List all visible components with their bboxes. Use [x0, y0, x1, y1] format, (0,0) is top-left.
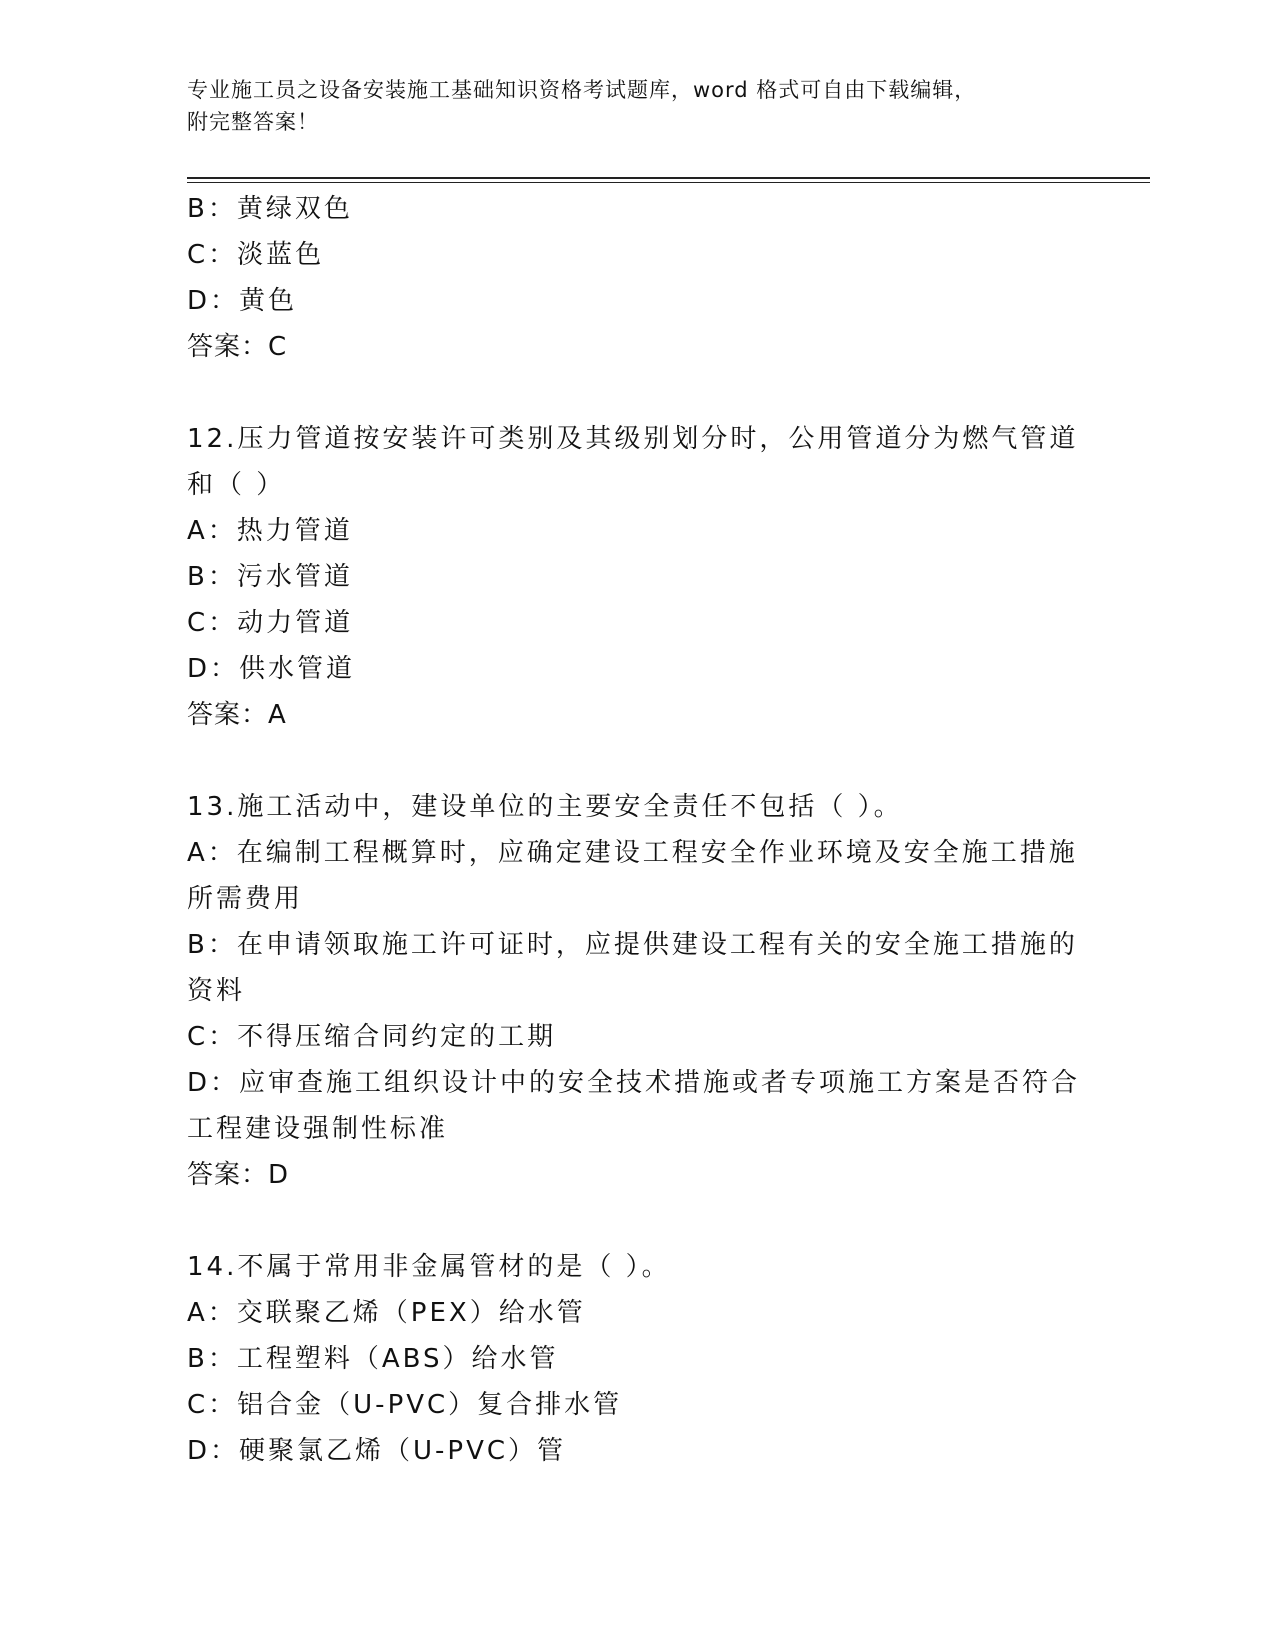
- spacer: [187, 1198, 1087, 1244]
- option-c: C：不得压缩合同约定的工期: [187, 1022, 557, 1052]
- question-stem: 13.施工活动中，建设单位的主要安全责任不包括（ ）。: [187, 792, 903, 822]
- option-d: D：黄色: [187, 286, 298, 316]
- header-rule-thick: [187, 177, 1150, 179]
- spacer: [187, 370, 1087, 416]
- option-a: A：热力管道: [187, 516, 353, 546]
- header-line-1: 专业施工员之设备安装施工基础知识资格考试题库，word 格式可自由下载编辑，: [187, 78, 977, 102]
- option-b: B：黄绿双色: [187, 194, 353, 224]
- question-stem: 12.压力管道按安装许可类别及其级别划分时，公用管道分为燃气管道: [187, 424, 1079, 454]
- option-a: A：交联聚乙烯（PEX）给水管: [187, 1298, 586, 1328]
- answer-line: 答案：C: [187, 332, 288, 362]
- question-12: [187, 416, 1087, 738]
- spacer: [187, 738, 1087, 784]
- option-d: D：硬聚氯乙烯（U-PVC）管: [187, 1436, 567, 1466]
- option-b: B：工程塑料（ABS）给水管: [187, 1344, 559, 1374]
- option-a: A：在编制工程概算时，应确定建设工程安全作业环境及安全施工措施: [187, 838, 1078, 868]
- answer-line: 答案：A: [187, 700, 287, 730]
- question-11-tail: [187, 186, 1087, 370]
- option-b: B：污水管道: [187, 562, 353, 592]
- header-line-2: 附完整答案！: [187, 110, 319, 134]
- document-header: [187, 74, 1067, 138]
- question-content: [187, 186, 1087, 1474]
- option-c: C：铝合金（U-PVC）复合排水管: [187, 1390, 623, 1420]
- header-rule-thin: [187, 182, 1150, 183]
- option-d-cont: 工程建设强制性标准: [187, 1114, 449, 1144]
- option-d: D：应审查施工组织设计中的安全技术措施或者专项施工方案是否符合: [187, 1068, 1081, 1098]
- option-b-cont: 资料: [187, 976, 246, 1006]
- question-stem: 14.不属于常用非金属管材的是（ ）。: [187, 1252, 671, 1282]
- answer-line: 答案：D: [187, 1160, 290, 1190]
- question-14: [187, 1244, 1087, 1474]
- option-d: D：供水管道: [187, 654, 356, 684]
- option-c: C：淡蓝色: [187, 240, 325, 270]
- option-b: B：在申请领取施工许可证时，应提供建设工程有关的安全施工措施的: [187, 930, 1078, 960]
- question-13: [187, 784, 1087, 1198]
- option-a-cont: 所需费用: [187, 884, 304, 914]
- option-c: C：动力管道: [187, 608, 354, 638]
- question-stem-cont: 和（ ）: [187, 470, 286, 500]
